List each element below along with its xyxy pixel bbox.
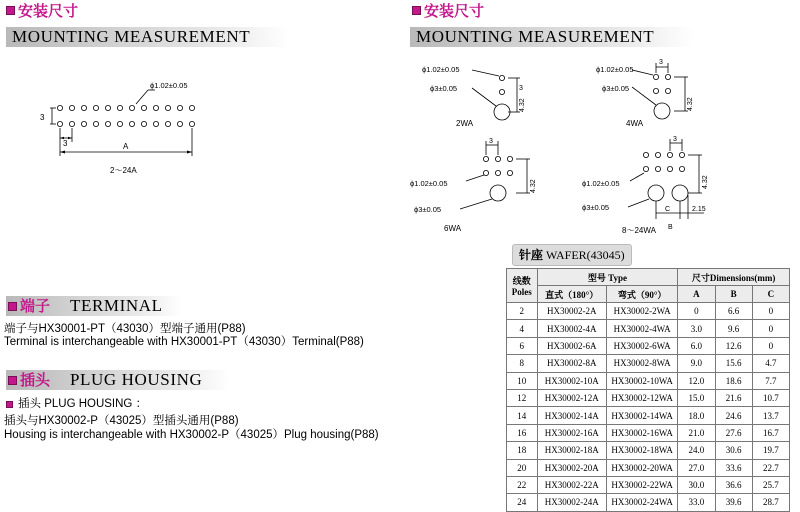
drawing-6wa-label: 6WA <box>444 224 462 233</box>
cell-a: 18.0 <box>678 407 715 424</box>
cell-b: 27.6 <box>715 424 752 441</box>
wafer-table <box>506 268 790 512</box>
table-row <box>507 337 790 354</box>
dim-b: B <box>668 224 673 231</box>
cell-bent: HX30002-24WA <box>606 494 677 511</box>
cell-a: 33.0 <box>678 494 715 511</box>
plug-note-en: Housing is interchangeable with HX30002-P（43025）Plug housing(P88) <box>4 429 379 441</box>
table-row <box>507 303 790 320</box>
cell-poles: 6 <box>507 337 538 354</box>
cell-c: 25.7 <box>752 476 789 493</box>
cell-bent: HX30002-10WA <box>606 372 677 389</box>
bullet-icon <box>6 401 13 408</box>
cell-poles: 16 <box>507 424 538 441</box>
cell-c: 10.7 <box>752 389 789 406</box>
cell-b: 15.6 <box>715 355 752 372</box>
cell-poles: 2 <box>507 303 538 320</box>
dim-c: C <box>665 206 671 213</box>
header-b: B <box>715 286 752 303</box>
pin-diameter-label: ϕ1.02±0.05 <box>596 65 634 74</box>
table-row <box>507 355 790 372</box>
cell-c: 28.7 <box>752 494 789 511</box>
cell-straight: HX30002-2A <box>537 303 606 320</box>
cell-poles: 4 <box>507 320 538 337</box>
header-poles <box>507 269 538 303</box>
wafer-label <box>512 244 632 266</box>
cell-straight: HX30002-20A <box>537 459 606 476</box>
cell-b: 30.6 <box>715 442 752 459</box>
header-dimensions: 尺寸Dimensions(mm) <box>678 269 790 286</box>
drawing-6wa <box>410 133 550 238</box>
cell-c: 13.7 <box>752 407 789 424</box>
table-row <box>507 494 790 511</box>
cell-bent: HX30002-2WA <box>606 303 677 320</box>
cell-straight: HX30002-4A <box>537 320 606 337</box>
cell-poles: 8 <box>507 355 538 372</box>
mounting-title-en-right: MOUNTING MEASUREMENT <box>416 27 655 46</box>
mounting-title-bar-right <box>410 27 694 47</box>
cell-c: 19.7 <box>752 442 789 459</box>
cell-a: 30.0 <box>678 476 715 493</box>
cell-straight: HX30002-24A <box>537 494 606 511</box>
cell-a: 27.0 <box>678 459 715 476</box>
cell-straight: HX30002-18A <box>537 442 606 459</box>
mounting-title-bar <box>6 27 290 47</box>
table-row <box>507 442 790 459</box>
header-poles-cn: 线数 <box>512 276 531 286</box>
drawing-main <box>30 80 230 180</box>
dim-4-32: 4.32 <box>519 98 526 112</box>
terminal-title-bar <box>6 296 182 316</box>
terminal-note-cn: 端子与HX30001-PT（43030）型端子通用(P88) <box>4 323 246 335</box>
cell-b: 12.6 <box>715 337 752 354</box>
dim-3: 3 <box>489 138 493 145</box>
hole-diameter-label: ϕ3±0.05 <box>430 84 458 93</box>
cell-b: 21.6 <box>715 389 752 406</box>
dim-3: 3 <box>659 59 663 66</box>
terminal-note-en: Terminal is interchangeable with HX30001-PT（43030）Terminal(P88) <box>4 336 364 348</box>
cell-c: 4.7 <box>752 355 789 372</box>
plug-title-en: PLUG HOUSING <box>70 370 203 389</box>
cell-straight: HX30002-16A <box>537 424 606 441</box>
header-type: 型号 Type <box>537 269 678 286</box>
cell-b: 6.6 <box>715 303 752 320</box>
dim-4-32: 4.32 <box>530 179 537 193</box>
terminal-title-en: TERMINAL <box>70 296 163 315</box>
dim-a: A <box>123 142 129 151</box>
hole-diameter-label: ϕ3±0.05 <box>414 205 442 214</box>
cell-c: 0 <box>752 337 789 354</box>
cell-b: 9.6 <box>715 320 752 337</box>
cell-b: 36.6 <box>715 476 752 493</box>
drawing-8wa-label: 8～24WA <box>622 226 656 235</box>
cell-a: 3.0 <box>678 320 715 337</box>
cell-straight: HX30002-22A <box>537 476 606 493</box>
terminal-title-cn: 端子 <box>20 297 51 315</box>
cell-a: 24.0 <box>678 442 715 459</box>
cell-a: 6.0 <box>678 337 715 354</box>
header-poles-en: Poles <box>511 287 532 297</box>
cell-a: 15.0 <box>678 389 715 406</box>
cell-straight: HX30002-14A <box>537 407 606 424</box>
dim-4-32: 4.32 <box>702 175 709 189</box>
cell-straight: HX30002-8A <box>537 355 606 372</box>
cell-poles: 20 <box>507 459 538 476</box>
cell-c: 22.7 <box>752 459 789 476</box>
cell-bent: HX30002-8WA <box>606 355 677 372</box>
plug-title-cn: 插头 <box>20 371 51 389</box>
section-marker-icon <box>8 302 17 311</box>
plug-note-cn: 插头与HX30002-P（43025）型插头通用(P88) <box>4 415 239 427</box>
cell-poles: 18 <box>507 442 538 459</box>
cell-b: 33.6 <box>715 459 752 476</box>
dim-2-15: 2.15 <box>692 206 706 213</box>
dim-3: 3 <box>673 136 677 143</box>
dim-3: 3 <box>519 85 523 92</box>
mounting-title-cn-right: 安装尺寸 <box>424 2 485 20</box>
cell-a: 9.0 <box>678 355 715 372</box>
cell-straight: HX30002-6A <box>537 337 606 354</box>
wafer-table-body <box>507 303 790 512</box>
pin-diameter-label: ϕ1.02±0.05 <box>150 81 188 90</box>
table-row <box>507 320 790 337</box>
cell-poles: 24 <box>507 494 538 511</box>
drawing-4wa <box>596 55 716 130</box>
cell-c: 7.7 <box>752 372 789 389</box>
mounting-title-en: MOUNTING MEASUREMENT <box>12 27 251 46</box>
plug-title-bar <box>6 370 230 390</box>
table-row <box>507 407 790 424</box>
cell-bent: HX30002-18WA <box>606 442 677 459</box>
section-marker-icon <box>6 6 15 15</box>
table-row <box>507 389 790 406</box>
header-c: C <box>752 286 789 303</box>
table-row <box>507 459 790 476</box>
cell-b: 39.6 <box>715 494 752 511</box>
cell-bent: HX30002-14WA <box>606 407 677 424</box>
header-a: A <box>678 286 715 303</box>
dim-4-32: 4.32 <box>687 97 694 111</box>
hole-diameter-label: ϕ3±0.05 <box>582 203 610 212</box>
header-straight: 直式（180°） <box>537 286 606 303</box>
dim-3-vertical: 3 <box>40 113 45 122</box>
pin-diameter-label: ϕ1.02±0.05 <box>582 179 620 188</box>
cell-bent: HX30002-6WA <box>606 337 677 354</box>
cell-bent: HX30002-20WA <box>606 459 677 476</box>
cell-bent: HX30002-4WA <box>606 320 677 337</box>
cell-a: 0 <box>678 303 715 320</box>
cell-bent: HX30002-22WA <box>606 476 677 493</box>
drawing-main-label: 2～24A <box>110 166 137 175</box>
cell-c: 0 <box>752 303 789 320</box>
cell-bent: HX30002-16WA <box>606 424 677 441</box>
mounting-title-cn: 安装尺寸 <box>18 2 79 20</box>
cell-c: 16.7 <box>752 424 789 441</box>
cell-b: 24.6 <box>715 407 752 424</box>
cell-a: 12.0 <box>678 372 715 389</box>
drawing-4wa-label: 4WA <box>626 119 644 128</box>
wafer-label-cn: 针座 <box>519 248 544 262</box>
cell-a: 21.0 <box>678 424 715 441</box>
header-bent: 弯式（90°） <box>606 286 677 303</box>
pin-diameter-label: ϕ1.02±0.05 <box>422 65 460 74</box>
drawing-8wa <box>582 133 722 238</box>
drawing-2wa <box>422 60 542 130</box>
cell-poles: 22 <box>507 476 538 493</box>
wafer-label-en: WAFER(43045) <box>546 248 625 262</box>
drawing-2wa-label: 2WA <box>456 119 474 128</box>
cell-straight: HX30002-12A <box>537 389 606 406</box>
cell-bent: HX30002-12WA <box>606 389 677 406</box>
table-row <box>507 372 790 389</box>
cell-poles: 14 <box>507 407 538 424</box>
table-row <box>507 424 790 441</box>
pin-diameter-label: ϕ1.02±0.05 <box>410 179 448 188</box>
plug-subtitle: 插头 PLUG HOUSING ： <box>18 398 148 410</box>
table-row <box>507 476 790 493</box>
cell-straight: HX30002-10A <box>537 372 606 389</box>
section-marker-icon <box>412 6 421 15</box>
cell-poles: 10 <box>507 372 538 389</box>
hole-diameter-label: ϕ3±0.05 <box>602 84 630 93</box>
dim-3-horizontal: 3 <box>63 139 68 148</box>
cell-c: 0 <box>752 320 789 337</box>
cell-poles: 12 <box>507 389 538 406</box>
cell-b: 18.6 <box>715 372 752 389</box>
section-marker-icon <box>8 376 17 385</box>
